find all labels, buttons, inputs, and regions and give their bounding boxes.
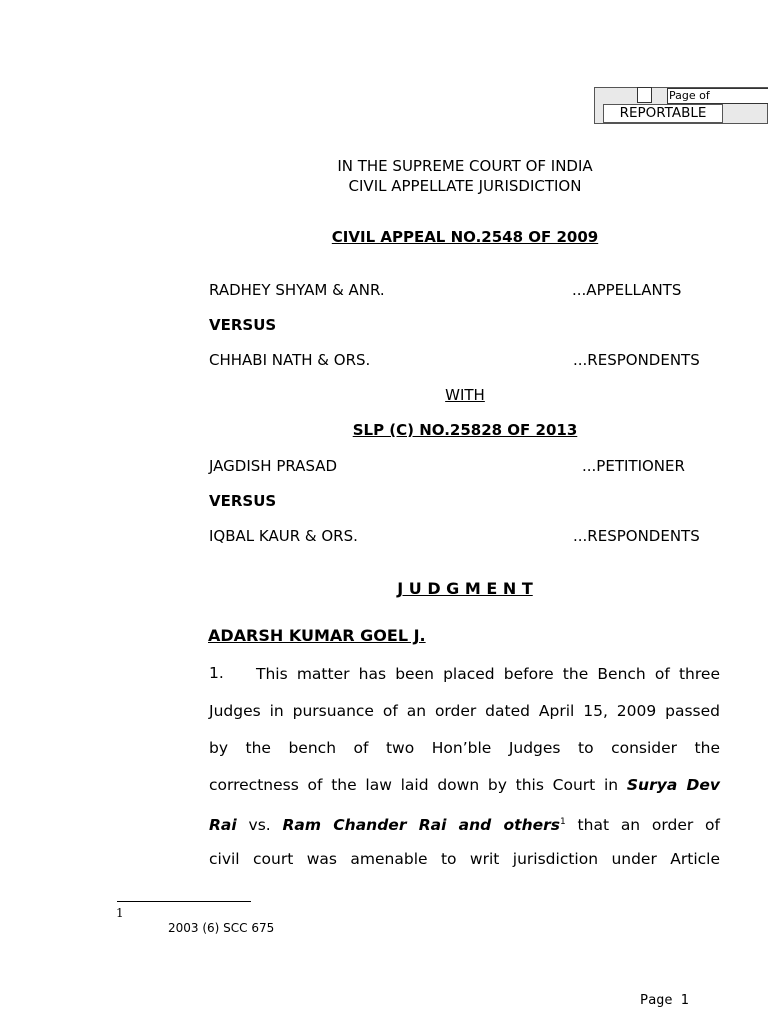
respondent-name: IQBAL KAUR & ORS. [209, 527, 358, 545]
page-number: Page 1 [640, 992, 689, 1008]
reportable-label: REPORTABLE [603, 104, 723, 123]
para-line: This matter has been placed before the Bench of three [256, 665, 720, 683]
case-name: Rai [209, 816, 237, 835]
jurisdiction: CIVIL APPELLATE JURISDICTION [348, 177, 582, 195]
case-name: Ram Chander Rai and others [282, 816, 561, 835]
page-of-label: Page of [667, 88, 768, 104]
footnote-rule [117, 901, 251, 902]
para-line: civil court was amenable to writ jurisdiction under Article [209, 850, 720, 868]
vs-text: vs. [248, 816, 271, 835]
petitioner-role: ...PETITIONER [582, 457, 685, 475]
para-number: 1. [209, 664, 224, 682]
para-text: that an order of [577, 816, 720, 835]
respondent-name: CHHABI NATH & ORS. [209, 351, 371, 369]
para-line: Judges in pursuance of an order dated April 15, 2009 passed [209, 702, 720, 720]
appellant-name: RADHEY SHYAM & ANR. [209, 281, 385, 299]
footnote-ref: 1 [560, 817, 566, 827]
versus-label: VERSUS [209, 492, 277, 510]
respondent-role: ...RESPONDENTS [573, 527, 700, 545]
footnote-number: 1 [116, 906, 124, 920]
para-line [209, 812, 720, 835]
para-line [209, 775, 720, 795]
court-name: IN THE SUPREME COURT OF INDIA [337, 157, 593, 175]
judge-name: ADARSH KUMAR GOEL J. [208, 626, 426, 645]
versus-label: VERSUS [209, 316, 277, 334]
petitioner-name: JAGDISH PRASAD [209, 457, 338, 475]
respondent-role: ...RESPONDENTS [573, 351, 700, 369]
para-line: by the bench of two Hon’ble Judges to consider the [209, 739, 720, 757]
case2-number: SLP (C) NO.25828 OF 2013 [352, 421, 578, 439]
case-name: Surya Dev [626, 776, 720, 794]
appellant-role: ...APPELLANTS [572, 281, 682, 299]
case1-number: CIVIL APPEAL NO.2548 OF 2009 [331, 228, 599, 246]
checkbox-icon [637, 87, 652, 103]
para-text: correctness of the law laid down by this Court in [209, 776, 619, 794]
judgment-title: J U D G M E N T [397, 579, 533, 598]
footnote-text: 2003 (6) SCC 675 [168, 921, 275, 935]
with-label: WITH [445, 386, 485, 404]
